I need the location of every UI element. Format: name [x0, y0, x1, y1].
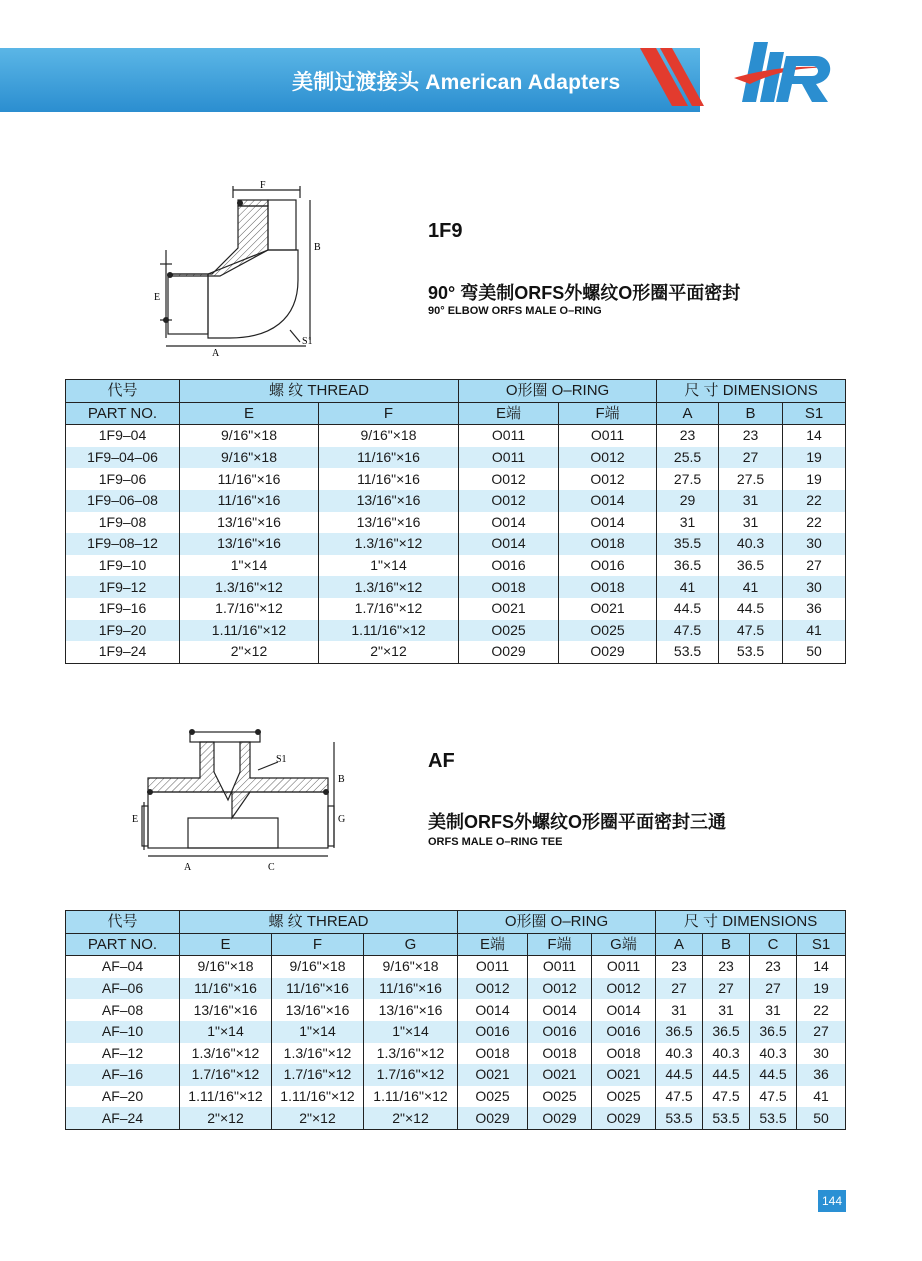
- part-number-cell: AF–24: [66, 1107, 180, 1129]
- table-cell: 30: [797, 1043, 846, 1065]
- header-oring-F: F端: [559, 402, 657, 425]
- product2-spec-table: [65, 910, 846, 1130]
- table-cell: O016: [592, 1021, 656, 1043]
- table-cell: 2"×12: [364, 1107, 458, 1129]
- header-title: 美制过渡接头 American Adapters: [292, 71, 621, 94]
- table-cell: 11/16"×16: [319, 447, 459, 469]
- table-row: [66, 1043, 846, 1065]
- table-cell: O012: [559, 468, 657, 490]
- table-cell: 13/16"×16: [364, 999, 458, 1021]
- table-cell: 1.11/16"×12: [180, 1086, 272, 1108]
- table-cell: O012: [459, 468, 559, 490]
- table-cell: O018: [528, 1043, 592, 1065]
- table-cell: 9/16"×18: [180, 425, 319, 447]
- header-F: F: [319, 402, 459, 425]
- elbow-drawing: [140, 180, 340, 360]
- table-row: [66, 956, 846, 978]
- table-cell: O016: [459, 555, 559, 577]
- table-cell: O012: [528, 978, 592, 1000]
- table-cell: 9/16"×18: [180, 956, 272, 978]
- table-cell: 53.5: [719, 641, 783, 663]
- table-cell: 2"×12: [319, 641, 459, 663]
- table-cell: 27: [656, 978, 703, 1000]
- table-cell: O025: [592, 1086, 656, 1108]
- table-cell: 1.7/16"×12: [180, 598, 319, 620]
- table-cell: 41: [719, 576, 783, 598]
- table-cell: 9/16"×18: [272, 956, 364, 978]
- table-cell: 31: [656, 999, 703, 1021]
- table-cell: O029: [458, 1107, 528, 1129]
- part-number-cell: 1F9–08: [66, 512, 180, 534]
- product1-spec-table: [65, 379, 846, 664]
- table-cell: O014: [559, 512, 657, 534]
- table-cell: 23: [656, 956, 703, 978]
- part-number-cell: 1F9–24: [66, 641, 180, 663]
- table-cell: 30: [783, 576, 846, 598]
- table-row: [66, 468, 846, 490]
- table-cell: 40.3: [719, 533, 783, 555]
- product1-title-en: 90° ELBOW ORFS MALE O–RING: [428, 305, 602, 317]
- table-row: [66, 490, 846, 512]
- table-cell: 1.11/16"×12: [272, 1086, 364, 1108]
- product2-title-en: ORFS MALE O–RING TEE: [428, 836, 563, 848]
- header-B: B: [719, 402, 783, 425]
- table-cell: O018: [458, 1043, 528, 1065]
- table-cell: 1.11/16"×12: [364, 1086, 458, 1108]
- table-cell: 53.5: [750, 1107, 797, 1129]
- part-number-cell: 1F9–20: [66, 620, 180, 642]
- part-number-cell: 1F9–04: [66, 425, 180, 447]
- table-row: [66, 641, 846, 663]
- header-C: C: [750, 933, 797, 956]
- table-row: [66, 999, 846, 1021]
- table-cell: O018: [559, 533, 657, 555]
- header-A: A: [657, 402, 719, 425]
- table-cell: O012: [458, 978, 528, 1000]
- table-cell: 36.5: [656, 1021, 703, 1043]
- table-cell: 1.7/16"×12: [319, 598, 459, 620]
- table-cell: 41: [797, 1086, 846, 1108]
- part-number-cell: 1F9–06–08: [66, 490, 180, 512]
- table-cell: O025: [528, 1086, 592, 1108]
- product2-code: AF: [428, 750, 455, 772]
- table-cell: 36: [797, 1064, 846, 1086]
- table-cell: O014: [592, 999, 656, 1021]
- table-row: [66, 512, 846, 534]
- table-cell: O016: [528, 1021, 592, 1043]
- table-cell: O021: [592, 1064, 656, 1086]
- table-cell: O025: [459, 620, 559, 642]
- header-F: F: [272, 933, 364, 956]
- header-dimensions: 尺 寸 DIMENSIONS: [657, 380, 846, 403]
- table-cell: 9/16"×18: [364, 956, 458, 978]
- table-cell: O021: [528, 1064, 592, 1086]
- table-cell: 13/16"×16: [180, 512, 319, 534]
- header-oring: O形圈 O–RING: [458, 911, 656, 934]
- table-cell: 40.3: [750, 1043, 797, 1065]
- table-cell: O021: [458, 1064, 528, 1086]
- table-cell: 13/16"×16: [319, 512, 459, 534]
- table-cell: O014: [528, 999, 592, 1021]
- header-oring-E: E端: [459, 402, 559, 425]
- part-number-cell: 1F9–08–12: [66, 533, 180, 555]
- table-cell: 1"×14: [272, 1021, 364, 1043]
- part-number-cell: AF–08: [66, 999, 180, 1021]
- table-cell: O021: [459, 598, 559, 620]
- table-cell: 2"×12: [272, 1107, 364, 1129]
- company-logo: [640, 36, 840, 116]
- table-cell: 1.3/16"×12: [180, 576, 319, 598]
- part-number-cell: AF–10: [66, 1021, 180, 1043]
- table-cell: 36.5: [719, 555, 783, 577]
- table-cell: 53.5: [657, 641, 719, 663]
- drawing-label-S1: S1: [276, 754, 287, 765]
- table-cell: O011: [459, 447, 559, 469]
- table-cell: 40.3: [703, 1043, 750, 1065]
- product1-title-cn: 90° 弯美制ORFS外螺纹O形圈平面密封: [428, 283, 741, 303]
- table-cell: O018: [459, 576, 559, 598]
- part-number-cell: 1F9–10: [66, 555, 180, 577]
- table-row: [66, 533, 846, 555]
- table-row: [66, 978, 846, 1000]
- table-cell: O018: [592, 1043, 656, 1065]
- table-cell: O012: [592, 978, 656, 1000]
- table-cell: 27.5: [657, 468, 719, 490]
- table-cell: 23: [703, 956, 750, 978]
- table-cell: 1"×14: [180, 555, 319, 577]
- table-cell: O014: [459, 512, 559, 534]
- table-cell: 47.5: [750, 1086, 797, 1108]
- table-cell: 41: [783, 620, 846, 642]
- table-cell: O011: [458, 956, 528, 978]
- header-B: B: [703, 933, 750, 956]
- table-cell: 47.5: [703, 1086, 750, 1108]
- table-cell: 19: [797, 978, 846, 1000]
- table-cell: O011: [592, 956, 656, 978]
- table-cell: 1.7/16"×12: [180, 1064, 272, 1086]
- header-E: E: [180, 402, 319, 425]
- header-A: A: [656, 933, 703, 956]
- table-cell: 31: [719, 512, 783, 534]
- table-cell: 47.5: [657, 620, 719, 642]
- table-cell: 22: [783, 490, 846, 512]
- table-cell: 27: [750, 978, 797, 1000]
- table-cell: O012: [459, 490, 559, 512]
- part-number-cell: AF–12: [66, 1043, 180, 1065]
- table-cell: 50: [797, 1107, 846, 1129]
- table-cell: 1.7/16"×12: [364, 1064, 458, 1086]
- table-cell: 29: [657, 490, 719, 512]
- table-row: [66, 555, 846, 577]
- table-cell: O014: [458, 999, 528, 1021]
- table-cell: 13/16"×16: [180, 533, 319, 555]
- table-cell: O029: [528, 1107, 592, 1129]
- table-row: [66, 425, 846, 447]
- table-cell: 9/16"×18: [319, 425, 459, 447]
- header-dimensions: 尺 寸 DIMENSIONS: [656, 911, 846, 934]
- table-cell: 13/16"×16: [180, 999, 272, 1021]
- part-number-cell: AF–16: [66, 1064, 180, 1086]
- part-number-cell: 1F9–04–06: [66, 447, 180, 469]
- table-cell: 11/16"×16: [180, 978, 272, 1000]
- table-row: [66, 598, 846, 620]
- table-cell: 1.3/16"×12: [272, 1043, 364, 1065]
- table-cell: 53.5: [703, 1107, 750, 1129]
- table-cell: 50: [783, 641, 846, 663]
- drawing-label-E: E: [154, 292, 161, 303]
- table-cell: 25.5: [657, 447, 719, 469]
- table-cell: 11/16"×16: [319, 468, 459, 490]
- table-cell: 22: [797, 999, 846, 1021]
- table-cell: 14: [797, 956, 846, 978]
- table-cell: O014: [459, 533, 559, 555]
- table-cell: O016: [559, 555, 657, 577]
- table-cell: 44.5: [750, 1064, 797, 1086]
- table-cell: 36.5: [703, 1021, 750, 1043]
- table-row: [66, 1086, 846, 1108]
- drawing-label-A: A: [212, 348, 220, 359]
- table-cell: 1.3/16"×12: [319, 533, 459, 555]
- table-cell: 31: [719, 490, 783, 512]
- table-cell: 47.5: [719, 620, 783, 642]
- table-cell: 27: [719, 447, 783, 469]
- table-cell: 13/16"×16: [272, 999, 364, 1021]
- header-G: G: [364, 933, 458, 956]
- table-cell: 13/16"×16: [319, 490, 459, 512]
- table-cell: O021: [559, 598, 657, 620]
- table-row: [66, 1107, 846, 1129]
- header-oring-F: F端: [528, 933, 592, 956]
- table-cell: 9/16"×18: [180, 447, 319, 469]
- table-cell: 11/16"×16: [364, 978, 458, 1000]
- table-cell: 40.3: [656, 1043, 703, 1065]
- table-cell: 23: [719, 425, 783, 447]
- table-cell: 41: [657, 576, 719, 598]
- table-cell: 19: [783, 468, 846, 490]
- page-number: 144: [818, 1190, 846, 1212]
- table-cell: 1"×14: [319, 555, 459, 577]
- table-row: [66, 1064, 846, 1086]
- header-oring-E: E端: [458, 933, 528, 956]
- table-row: [66, 447, 846, 469]
- table-cell: 23: [750, 956, 797, 978]
- part-number-cell: AF–20: [66, 1086, 180, 1108]
- table-cell: O018: [559, 576, 657, 598]
- part-number-cell: 1F9–16: [66, 598, 180, 620]
- table-cell: 36.5: [750, 1021, 797, 1043]
- table-row: [66, 1021, 846, 1043]
- drawing-label-C: C: [268, 862, 275, 873]
- table-cell: 44.5: [657, 598, 719, 620]
- part-number-cell: 1F9–12: [66, 576, 180, 598]
- table-cell: 11/16"×16: [272, 978, 364, 1000]
- header-part-cn: 代号: [66, 911, 180, 934]
- table-cell: 1.3/16"×12: [180, 1043, 272, 1065]
- table-cell: 2"×12: [180, 1107, 272, 1129]
- header-thread: 螺 纹 THREAD: [180, 380, 459, 403]
- drawing-label-S1: S1: [302, 336, 313, 347]
- table-cell: 1.11/16"×12: [180, 620, 319, 642]
- table-row: [66, 620, 846, 642]
- table-cell: 14: [783, 425, 846, 447]
- table-cell: O029: [592, 1107, 656, 1129]
- table-cell: 27: [703, 978, 750, 1000]
- drawing-label-B: B: [338, 774, 345, 785]
- table-cell: 11/16"×16: [180, 468, 319, 490]
- header-S1: S1: [797, 933, 846, 956]
- table-cell: 30: [783, 533, 846, 555]
- table-cell: O025: [559, 620, 657, 642]
- table-cell: 1.7/16"×12: [272, 1064, 364, 1086]
- table-cell: 44.5: [719, 598, 783, 620]
- part-number-cell: AF–06: [66, 978, 180, 1000]
- table-cell: 1.3/16"×12: [319, 576, 459, 598]
- header-S1: S1: [783, 402, 846, 425]
- header-oring-G: G端: [592, 933, 656, 956]
- table-cell: 36: [783, 598, 846, 620]
- table-cell: 31: [657, 512, 719, 534]
- table-cell: 19: [783, 447, 846, 469]
- table-cell: O011: [459, 425, 559, 447]
- table-cell: O012: [559, 447, 657, 469]
- table-cell: 1"×14: [180, 1021, 272, 1043]
- product2-title-cn: 美制ORFS外螺纹O形圈平面密封三通: [428, 812, 727, 832]
- header-E: E: [180, 933, 272, 956]
- table-cell: O014: [559, 490, 657, 512]
- table-cell: 35.5: [657, 533, 719, 555]
- tee-drawing: [128, 722, 358, 882]
- header-part-no: PART NO.: [66, 933, 180, 956]
- drawing-label-G: G: [338, 814, 346, 825]
- table-cell: 31: [703, 999, 750, 1021]
- header-oring: O形圈 O–RING: [459, 380, 657, 403]
- table-cell: O011: [559, 425, 657, 447]
- table-cell: O016: [458, 1021, 528, 1043]
- table-cell: 1.11/16"×12: [319, 620, 459, 642]
- header-part-no: PART NO.: [66, 402, 180, 425]
- table-cell: 36.5: [657, 555, 719, 577]
- table-cell: 1.3/16"×12: [364, 1043, 458, 1065]
- table-cell: O029: [559, 641, 657, 663]
- header-thread: 螺 纹 THREAD: [180, 911, 458, 934]
- table-cell: 47.5: [656, 1086, 703, 1108]
- table-cell: 53.5: [656, 1107, 703, 1129]
- table-cell: 27: [783, 555, 846, 577]
- drawing-label-B: B: [314, 242, 321, 253]
- table-cell: 27.5: [719, 468, 783, 490]
- part-number-cell: 1F9–06: [66, 468, 180, 490]
- part-number-cell: AF–04: [66, 956, 180, 978]
- table-cell: 31: [750, 999, 797, 1021]
- table-cell: 44.5: [656, 1064, 703, 1086]
- table-cell: O011: [528, 956, 592, 978]
- table-cell: 44.5: [703, 1064, 750, 1086]
- table-cell: O025: [458, 1086, 528, 1108]
- product1-code: 1F9: [428, 220, 463, 242]
- table-cell: 27: [797, 1021, 846, 1043]
- table-cell: 1"×14: [364, 1021, 458, 1043]
- table-row: [66, 576, 846, 598]
- drawing-label-E: E: [132, 814, 139, 825]
- table-cell: 11/16"×16: [180, 490, 319, 512]
- table-cell: O029: [459, 641, 559, 663]
- table-cell: 22: [783, 512, 846, 534]
- table-cell: 2"×12: [180, 641, 319, 663]
- drawing-label-A: A: [184, 862, 192, 873]
- table-cell: 23: [657, 425, 719, 447]
- drawing-label-F: F: [260, 180, 266, 191]
- header-part-cn: 代号: [66, 380, 180, 403]
